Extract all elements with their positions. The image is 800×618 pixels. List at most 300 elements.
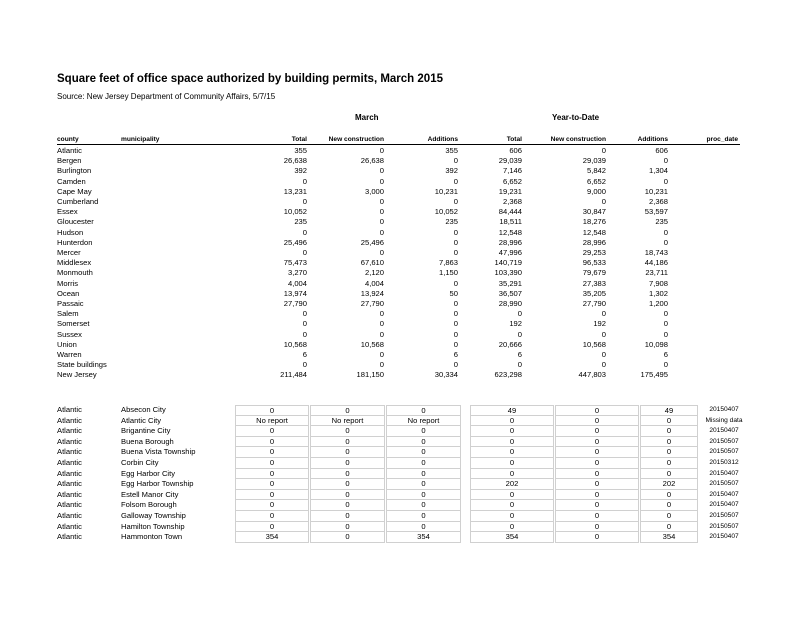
cell-m-new: 0: [310, 447, 385, 458]
cell-m-total: 0: [302, 309, 307, 319]
cell-m-total: 10,052: [283, 207, 307, 217]
cell-y-new: 27,383: [582, 278, 606, 288]
cell-m-total: 0: [302, 227, 307, 237]
cell-y-total: 0: [517, 360, 522, 370]
cell-y-total: 6,652: [502, 176, 522, 186]
table-row: [0, 309, 800, 319]
cell-proc-date: 20150507: [709, 480, 739, 488]
table-row: [0, 268, 800, 278]
cell-y-add: 0: [663, 329, 668, 339]
cell-m-total: 0: [235, 490, 309, 501]
cell-m-new: 0: [310, 532, 385, 543]
cell-county: Hunterdon: [57, 237, 93, 247]
cell-y-new: 0: [601, 350, 606, 359]
cell-y-new: 5,842: [586, 166, 606, 176]
table-row: [0, 319, 800, 329]
cell-county: Camden: [57, 176, 86, 186]
table-row: [0, 146, 800, 156]
cell-m-add: 0: [386, 437, 461, 448]
cell-proc-date: 20150507: [709, 448, 739, 456]
cell-m-new: 0: [379, 360, 384, 370]
cell-m-add: 6: [453, 350, 458, 359]
cell-m-new: 0: [310, 511, 385, 522]
cell-m-new: 3,000: [364, 186, 384, 196]
col-header-march-total: Total: [291, 136, 307, 143]
cell-m-total: 0: [302, 197, 307, 206]
cell-y-total: 29,039: [498, 156, 522, 166]
cell-y-add: 6: [663, 350, 668, 359]
cell-m-total: 0: [302, 360, 307, 370]
cell-m-new: 0: [310, 500, 385, 511]
cell-proc-date: 20150407: [709, 427, 739, 435]
table-row: [0, 447, 800, 457]
cell-y-total: 28,996: [498, 237, 522, 247]
cell-m-total: 0: [302, 329, 307, 339]
cell-m-new: 0: [379, 248, 384, 257]
cell-m-add: 0: [386, 405, 461, 416]
col-header-ytd-total: Total: [506, 136, 522, 143]
cell-y-add: 0: [640, 511, 698, 522]
cell-m-total: 0: [235, 426, 309, 437]
cell-m-new: 10,568: [360, 339, 384, 349]
cell-county: Atlantic: [57, 405, 82, 414]
col-header-march-new: New construction: [328, 136, 384, 143]
cell-m-new: 0: [310, 490, 385, 501]
cell-m-total: 0: [235, 479, 309, 490]
cell-m-new: 13,924: [360, 288, 384, 298]
cell-muni: Hammonton Town: [121, 532, 183, 542]
cell-muni: Buena Borough: [121, 436, 174, 446]
cell-m-new: 0: [379, 309, 384, 319]
cell-muni: Atlantic City: [121, 415, 162, 425]
cell-m-add: 7,863: [438, 258, 458, 268]
cell-y-new: 35,205: [582, 288, 606, 298]
cell-county: State buildings: [57, 360, 107, 370]
cell-m-total: 13,231: [283, 186, 307, 196]
cell-y-add: 0: [640, 522, 698, 533]
cell-m-new: 0: [310, 437, 385, 448]
cell-m-new: 0: [379, 329, 384, 339]
table-row: [0, 228, 800, 238]
table-row: [0, 207, 800, 217]
cell-county: Cape May: [57, 186, 92, 196]
cell-y-add: 10,098: [644, 339, 668, 349]
cell-m-total: 26,638: [283, 156, 307, 166]
table-row: [0, 177, 800, 187]
cell-m-total: 392: [294, 166, 307, 176]
cell-m-total: 0: [235, 500, 309, 511]
table-row: [0, 238, 800, 248]
cell-m-add: 392: [445, 166, 458, 176]
cell-m-total: 211,484: [280, 370, 307, 380]
cell-y-add: 0: [640, 426, 698, 437]
cell-m-total: 3,270: [287, 268, 307, 278]
cell-y-new: 6,652: [586, 176, 606, 186]
cell-y-new: 0: [601, 309, 606, 319]
cell-y-add: 7,908: [648, 278, 668, 288]
cell-m-new: 0: [379, 166, 384, 176]
cell-y-add: 0: [663, 176, 668, 186]
cell-y-new: 0: [555, 405, 639, 416]
cell-y-add: 0: [663, 227, 668, 237]
cell-muni: Egg Harbor Township: [121, 479, 194, 489]
cell-m-total: 0: [235, 405, 309, 416]
cell-m-add: 0: [386, 479, 461, 490]
cell-county: Cumberland: [57, 197, 99, 206]
cell-m-new: 0: [310, 405, 385, 416]
cell-m-new: 181,150: [356, 370, 384, 380]
cell-y-total: 0: [470, 426, 554, 437]
table-row: [0, 156, 800, 166]
cell-y-total: 623,298: [494, 370, 522, 380]
cell-county: Union: [57, 339, 77, 349]
cell-y-new: 29,039: [582, 156, 606, 166]
cell-m-total: 0: [235, 458, 309, 469]
cell-y-add: 53,597: [644, 207, 668, 217]
col-header-march-additions: Additions: [427, 136, 458, 143]
cell-y-total: 0: [517, 309, 522, 319]
cell-county: Atlantic: [57, 426, 82, 436]
cell-m-new: No report: [310, 416, 385, 427]
cell-y-total: 103,390: [494, 268, 522, 278]
cell-m-add: 0: [453, 227, 458, 237]
cell-y-add: 606: [655, 146, 668, 155]
cell-y-new: 0: [555, 511, 639, 522]
cell-y-total: 20,666: [498, 339, 522, 349]
cell-y-new: 192: [593, 319, 606, 329]
cell-y-add: 0: [640, 490, 698, 501]
cell-proc-date: 20150407: [709, 533, 739, 541]
cell-y-add: 0: [663, 319, 668, 329]
cell-m-new: 0: [310, 469, 385, 480]
cell-y-total: 47,996: [498, 248, 522, 257]
cell-y-new: 9,000: [586, 186, 606, 196]
cell-y-new: 0: [555, 458, 639, 469]
cell-y-total: 36,507: [498, 288, 522, 298]
cell-county: Middlesex: [57, 258, 92, 268]
cell-m-new: 4,004: [364, 278, 384, 288]
table-row: [0, 166, 800, 176]
cell-m-new: 26,638: [360, 156, 384, 166]
cell-proc-date: 20150407: [709, 501, 739, 509]
cell-m-new: 2,120: [364, 268, 384, 278]
table-row: [0, 279, 800, 289]
table-row: [0, 350, 800, 360]
cell-muni: Absecon City: [121, 405, 166, 414]
cell-y-total: 2,368: [502, 197, 522, 206]
cell-y-new: 28,996: [582, 237, 606, 247]
cell-y-add: 0: [663, 309, 668, 319]
cell-m-add: 0: [453, 248, 458, 257]
cell-y-new: 0: [601, 197, 606, 206]
cell-proc-date: 20150507: [709, 522, 739, 530]
cell-y-total: 35,291: [498, 278, 522, 288]
cell-county: Atlantic: [57, 415, 82, 425]
table-row: [0, 522, 800, 532]
cell-y-new: 0: [601, 146, 606, 155]
cell-m-new: 0: [379, 197, 384, 206]
cell-y-new: 96,533: [582, 258, 606, 268]
cell-y-total: 49: [470, 405, 554, 416]
cell-county: Gloucester: [57, 217, 94, 227]
cell-y-add: 175,495: [640, 370, 668, 380]
table-row: [0, 490, 800, 500]
cell-m-add: 235: [445, 217, 458, 227]
cell-muni: Galloway Township: [121, 511, 186, 520]
table-row: [0, 511, 800, 521]
cell-y-add: 0: [640, 416, 698, 427]
cell-county: Atlantic: [57, 500, 82, 510]
cell-county: Hudson: [57, 227, 84, 237]
cell-proc-date: 20150507: [709, 437, 739, 445]
cell-m-new: 0: [310, 522, 385, 533]
cell-m-add: 0: [453, 309, 458, 319]
cell-m-total: 0: [302, 248, 307, 257]
cell-y-total: 0: [470, 511, 554, 522]
cell-y-total: 354: [470, 532, 554, 543]
cell-y-total: 0: [470, 447, 554, 458]
cell-m-total: 27,790: [283, 299, 307, 308]
cell-m-new: 67,610: [360, 258, 384, 268]
cell-m-new: 0: [310, 458, 385, 469]
table-row: [0, 330, 800, 340]
cell-m-total: 13,974: [283, 288, 307, 298]
cell-y-total: 0: [470, 458, 554, 469]
cell-m-new: 0: [379, 207, 384, 217]
cell-m-add: 354: [386, 532, 461, 543]
cell-m-new: 0: [379, 217, 384, 227]
cell-muni: Corbin City: [121, 458, 159, 467]
cell-y-add: 2,368: [648, 197, 668, 206]
cell-m-add: 355: [445, 146, 458, 155]
cell-m-add: 0: [386, 490, 461, 501]
table-row: [0, 187, 800, 197]
cell-y-add: 354: [640, 532, 698, 543]
cell-m-add: No report: [386, 416, 461, 427]
cell-m-add: 0: [386, 469, 461, 480]
cell-y-new: 27,790: [582, 299, 606, 308]
cell-m-total: 4,004: [287, 278, 307, 288]
cell-y-total: 12,548: [498, 227, 522, 237]
cell-m-total: 355: [294, 146, 307, 155]
cell-m-total: 10,568: [283, 339, 307, 349]
cell-y-total: 0: [470, 490, 554, 501]
cell-county: Atlantic: [57, 489, 82, 499]
cell-m-new: 0: [379, 176, 384, 186]
cell-muni: Estell Manor City: [121, 489, 179, 499]
cell-county: Atlantic: [57, 146, 82, 155]
cell-y-total: 0: [517, 329, 522, 339]
cell-y-total: 202: [470, 479, 554, 490]
table-row: [0, 299, 800, 309]
cell-county: Passaic: [57, 299, 84, 308]
cell-y-add: 1,200: [648, 299, 668, 308]
header-divider: [57, 144, 740, 145]
table-row: [0, 370, 800, 380]
cell-m-add: 0: [453, 319, 458, 329]
cell-y-add: 202: [640, 479, 698, 490]
cell-county: Atlantic: [57, 436, 82, 446]
cell-county: Sussex: [57, 329, 82, 339]
cell-m-new: 0: [310, 426, 385, 437]
cell-m-add: 50: [449, 288, 458, 298]
cell-m-total: 0: [235, 511, 309, 522]
cell-county: New Jersey: [57, 370, 97, 380]
cell-m-new: 0: [379, 146, 384, 155]
cell-m-new: 0: [310, 479, 385, 490]
cell-y-add: 1,302: [648, 288, 668, 298]
cell-y-total: 140,719: [494, 258, 522, 268]
cell-county: Monmouth: [57, 268, 93, 278]
table-row: [0, 532, 800, 542]
cell-m-total: 0: [235, 447, 309, 458]
cell-m-add: 0: [453, 299, 458, 308]
cell-y-new: 30,847: [582, 207, 606, 217]
cell-m-add: 0: [453, 360, 458, 370]
cell-m-total: 0: [235, 437, 309, 448]
cell-y-add: 235: [655, 217, 668, 227]
cell-m-add: 0: [453, 278, 458, 288]
cell-m-add: 0: [453, 339, 458, 349]
cell-y-add: 0: [640, 437, 698, 448]
cell-m-total: 354: [235, 532, 309, 543]
cell-y-total: 19,231: [498, 186, 522, 196]
col-header-proc-date: proc_date: [706, 136, 738, 143]
cell-county: Atlantic: [57, 511, 82, 520]
cell-m-new: 25,496: [360, 237, 384, 247]
cell-y-new: 0: [555, 447, 639, 458]
cell-m-add: 0: [453, 329, 458, 339]
cell-m-add: 1,150: [438, 268, 458, 278]
cell-y-add: 1,304: [648, 166, 668, 176]
cell-muni: Egg Harbor City: [121, 468, 176, 478]
cell-m-total: 235: [294, 217, 307, 227]
cell-y-add: 0: [663, 360, 668, 370]
cell-m-add: 30,334: [434, 370, 458, 380]
cell-m-total: 0: [302, 176, 307, 186]
table-row: [0, 437, 800, 447]
table-row: [0, 258, 800, 268]
cell-m-add: 0: [386, 500, 461, 511]
cell-y-add: 10,231: [644, 186, 668, 196]
cell-y-add: 49: [640, 405, 698, 416]
cell-county: Salem: [57, 309, 79, 319]
cell-county: Atlantic: [57, 468, 82, 478]
cell-county: Ocean: [57, 288, 80, 298]
cell-m-new: 27,790: [360, 299, 384, 308]
cell-m-add: 0: [453, 156, 458, 166]
cell-county: Burlington: [57, 166, 92, 176]
cell-y-add: 23,711: [645, 268, 668, 278]
cell-county: Morris: [57, 278, 79, 288]
cell-y-add: 44,186: [644, 258, 668, 268]
table-row: [0, 248, 800, 258]
cell-y-add: 0: [640, 469, 698, 480]
cell-county: Somerset: [57, 319, 90, 329]
cell-m-add: 0: [386, 511, 461, 522]
cell-y-new: 0: [555, 490, 639, 501]
table-row: [0, 405, 800, 415]
cell-y-new: 0: [555, 469, 639, 480]
cell-m-add: 10,052: [434, 207, 458, 217]
cell-y-total: 0: [470, 500, 554, 511]
cell-proc-date: 20150407: [709, 406, 739, 413]
table-row: [0, 217, 800, 227]
cell-y-total: 18,511: [499, 217, 522, 227]
cell-y-total: 0: [470, 469, 554, 480]
cell-proc-date: 20150407: [709, 490, 739, 498]
cell-m-add: 10,231: [434, 186, 458, 196]
table-row: [0, 197, 800, 207]
cell-y-add: 0: [663, 156, 668, 166]
table-row: [0, 340, 800, 350]
cell-y-new: 0: [555, 416, 639, 427]
cell-y-total: 606: [509, 146, 522, 155]
cell-y-total: 84,444: [498, 207, 522, 217]
cell-y-new: 0: [555, 500, 639, 511]
cell-y-new: 0: [601, 360, 606, 370]
cell-county: Atlantic: [57, 479, 82, 489]
cell-y-total: 0: [470, 522, 554, 533]
cell-y-add: 18,743: [644, 248, 668, 257]
table-row: [0, 469, 800, 479]
cell-y-new: 0: [555, 437, 639, 448]
cell-muni: Brigantine City: [121, 426, 171, 436]
table-row: [0, 360, 800, 370]
cell-y-total: 28,990: [498, 299, 522, 308]
cell-county: Bergen: [57, 156, 82, 166]
cell-muni: Buena Vista Township: [121, 447, 196, 457]
cell-m-add: 0: [453, 176, 458, 186]
cell-m-add: 0: [386, 522, 461, 533]
cell-county: Warren: [57, 350, 82, 359]
col-header-ytd-additions: Additions: [637, 136, 668, 143]
cell-county: Atlantic: [57, 458, 82, 467]
cell-y-total: 0: [470, 437, 554, 448]
cell-m-add: 0: [386, 458, 461, 469]
cell-y-new: 0: [555, 532, 639, 543]
cell-m-total: 0: [302, 319, 307, 329]
cell-y-new: 79,679: [582, 268, 606, 278]
cell-proc-date: 20150507: [709, 512, 739, 519]
cell-y-add: 0: [640, 447, 698, 458]
cell-m-new: 0: [379, 227, 384, 237]
cell-county: Atlantic: [57, 447, 82, 457]
cell-proc-date: 20150312: [709, 459, 739, 466]
table-row: [0, 416, 800, 426]
cell-m-total: 0: [235, 522, 309, 533]
cell-proc-date: Missing data: [705, 416, 743, 424]
table-row: [0, 289, 800, 299]
cell-y-total: 192: [509, 319, 522, 329]
cell-y-new: 12,548: [582, 227, 606, 237]
cell-county: Essex: [57, 207, 78, 217]
cell-y-new: 29,253: [582, 248, 606, 257]
cell-y-total: 7,146: [502, 166, 522, 176]
cell-m-new: 0: [379, 350, 384, 359]
cell-muni: Hamilton Township: [121, 521, 185, 531]
cell-m-total: 25,496: [283, 237, 307, 247]
cell-m-total: 6: [302, 350, 307, 359]
cell-muni: Folsom Borough: [121, 500, 177, 510]
group-header-march: March: [355, 113, 379, 122]
col-header-ytd-new: New construction: [550, 136, 606, 143]
cell-y-total: 0: [470, 416, 554, 427]
cell-y-new: 0: [555, 479, 639, 490]
cell-y-new: 10,568: [582, 339, 606, 349]
cell-m-add: 0: [386, 426, 461, 437]
cell-y-total: 6: [517, 350, 522, 359]
